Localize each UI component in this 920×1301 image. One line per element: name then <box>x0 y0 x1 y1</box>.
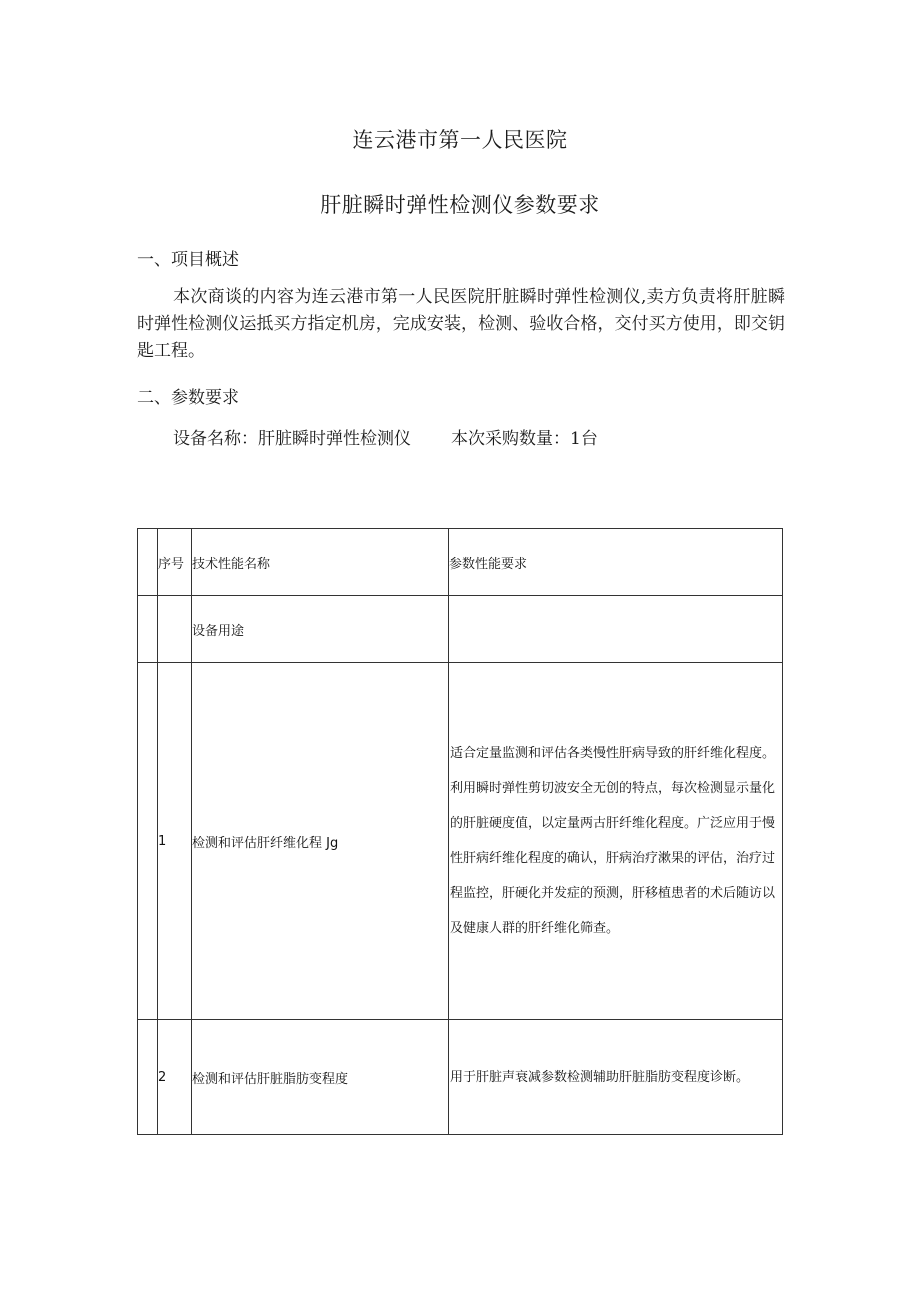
table-cell-no <box>158 596 192 663</box>
document-subtitle: 肝脏瞬时弹性检测仪参数要求 <box>320 193 600 217</box>
device-name: 设备名称：肝脏瞬时弹性检测仪 <box>173 429 411 449</box>
table-cell-blank <box>138 529 158 596</box>
row-2-req: 用于肝脏声衰减参数检测辅助肝脏脂肪变程度诊断。 <box>450 1069 750 1085</box>
table-header-row <box>138 529 783 596</box>
row-1-req-cell <box>449 663 783 1020</box>
device-info-line <box>173 424 598 449</box>
table-cell-req <box>449 596 783 663</box>
section-2-heading: 二、参数要求 <box>137 388 239 408</box>
row-2-no: 2 <box>158 1020 192 1135</box>
table-row <box>138 663 783 1020</box>
spec-table <box>137 528 783 1135</box>
purchase-quantity: 本次采购数量：1台 <box>451 429 598 449</box>
table-cell-blank <box>138 663 158 1020</box>
row-2-req-cell <box>449 1020 783 1135</box>
section-1-body: 本次商谈的内容为连云港市第一人民医院肝脏瞬时弹性检测仪,卖方负责将肝脏瞬时弹性检测仪运抵买方指定机房，完成安装，检测、验收合格，交付买方使用，即交钥匙工程。 <box>137 287 785 361</box>
table-cell-blank <box>138 596 158 663</box>
row-1-name: 检测和评估肝纤维化程 Jg <box>192 663 449 1020</box>
table-cell-blank <box>138 1020 158 1135</box>
row-1-no: 1 <box>158 663 192 1020</box>
document-title: 连云港市第一人民医院 <box>352 128 568 152</box>
purpose-label: 设备用途 <box>192 596 449 663</box>
section-1-heading: 一、项目概述 <box>137 250 239 270</box>
table-row <box>138 596 783 663</box>
header-name: 技术性能名称 <box>192 529 449 596</box>
table-row <box>138 1020 783 1135</box>
row-1-req: 适合定量监测和评估各类慢性肝病导致的肝纤维化程度。利用瞬时弹性剪切波安全无创的特点，每次检测显示量化的肝脏硬度值，以定量两古肝纤维化程度。广泛应用于慢性肝病纤维化程度的确认，肝病治疗漱果的评估，治疗过程监控，肝硬化并发症的预测，肝移植患者的术后随访以及健康人群的肝纤维化筛查。 <box>450 746 776 936</box>
header-req: 参数性能要求 <box>449 529 783 596</box>
header-no: 序号 <box>158 529 192 596</box>
row-2-name: 检测和评估肝脏脂肪变程度 <box>192 1020 449 1135</box>
